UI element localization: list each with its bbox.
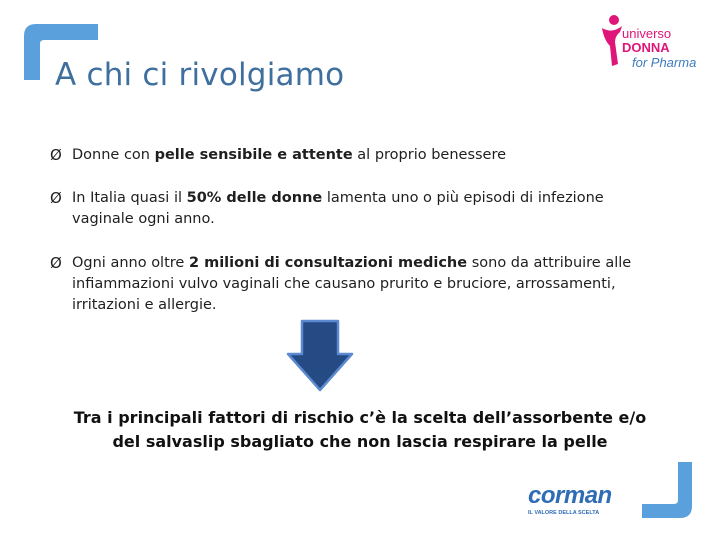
arrow-bullet-icon: Ø	[50, 189, 62, 207]
universo-donna-logo	[598, 14, 706, 74]
logo-universo-text: universo	[622, 26, 672, 41]
logo-pharma-text: for Pharma	[632, 55, 697, 70]
conclusion-text: Tra i principali fattori di rischio c’è la scelta dell’assorbente e/o del salvaslip sbagliato che non lascia respirare la pelle	[73, 408, 647, 451]
logo-donna-text: DONNA	[622, 40, 670, 55]
slide-title: A chi ci rivolgiamo	[55, 57, 345, 93]
bullet-text: Donne con pelle sensibile e attente al proprio benessere	[72, 147, 507, 163]
down-arrow-icon	[285, 318, 355, 393]
corman-logo	[528, 482, 628, 522]
arrow-bullet-icon: Ø	[50, 146, 62, 164]
arrow-bullet-icon: Ø	[50, 254, 62, 272]
corner-bracket-bottom-right	[640, 460, 696, 520]
bullet-text: In Italia quasi il 50% delle donne lamenta uno o più episodi di infezione vaginale ogni anno.	[72, 190, 604, 227]
corman-wordmark: corman	[528, 482, 612, 509]
bullet-text: Ogni anno oltre 2 milioni di consultazioni mediche sono da attribuire alle infiammazioni vulvo vaginali che causano prurito e bruciore, arrossamenti, irritazioni e allergie.	[72, 255, 632, 313]
corman-tagline: IL VALORE DELLA SCELTA	[528, 510, 600, 516]
